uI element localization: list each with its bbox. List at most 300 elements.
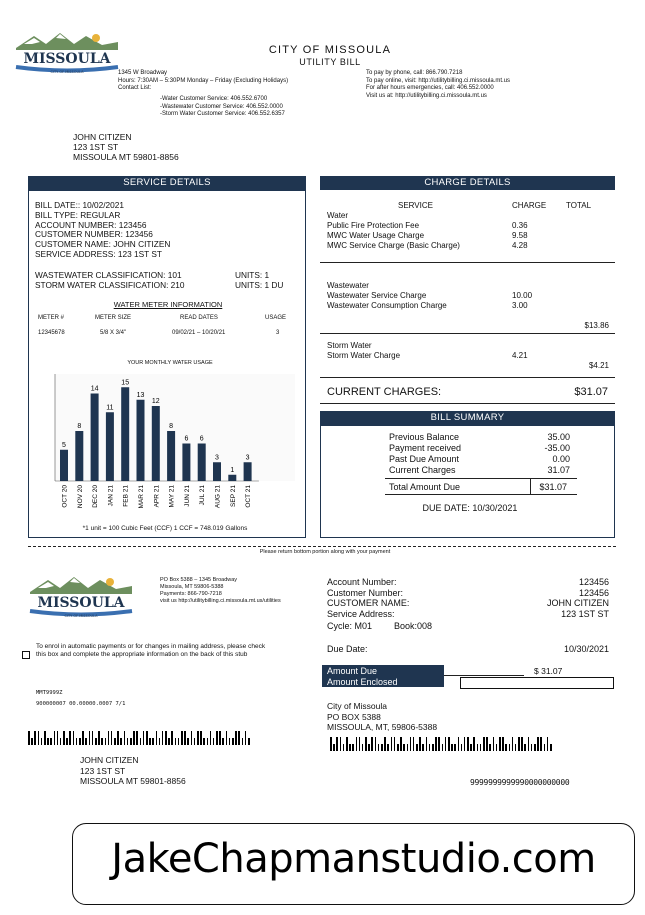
barcode-bar bbox=[152, 738, 154, 745]
chart-category-label: OCT 21 bbox=[245, 485, 253, 508]
chart-bar bbox=[106, 412, 114, 481]
stub-name-value: JOHN CITIZEN bbox=[547, 598, 609, 608]
stub-po-visit: visit us http://utilitybilling.ci.missoula.mt.us/utilities bbox=[160, 598, 281, 604]
barcode-bar bbox=[194, 738, 196, 745]
barcode-bar bbox=[229, 738, 231, 745]
water-item-service-charge: 4.28 bbox=[512, 241, 528, 250]
barcode-bar bbox=[486, 737, 488, 751]
scanline: 9999999999990000000000 bbox=[470, 778, 570, 787]
chart-bar bbox=[213, 462, 221, 481]
divider bbox=[530, 478, 531, 494]
chart-bar bbox=[60, 450, 68, 481]
bill-type: BILL TYPE: REGULAR bbox=[35, 209, 121, 220]
stub-code-1: MMT9999Z bbox=[36, 690, 63, 696]
barcode-bar bbox=[159, 738, 161, 745]
barcode-bar bbox=[171, 731, 173, 745]
waste-item-consumption: Wastewater Consumption Charge bbox=[327, 301, 447, 310]
barcode-bar bbox=[496, 744, 498, 751]
barcode-bar bbox=[356, 737, 358, 751]
barcode-bar bbox=[419, 737, 421, 751]
barcode-bar bbox=[140, 738, 142, 745]
stub-book: Book:008 bbox=[394, 621, 433, 631]
autopay-checkbox[interactable] bbox=[22, 651, 30, 659]
meter-info-heading: WATER METER INFORMATION bbox=[113, 300, 223, 309]
barcode-bar bbox=[69, 731, 71, 745]
barcode-bar bbox=[352, 744, 354, 751]
chart-bar bbox=[244, 462, 252, 481]
barcode-bar bbox=[442, 744, 444, 751]
chart-bar bbox=[91, 394, 99, 482]
chart-bar bbox=[121, 387, 129, 481]
barcode-bar bbox=[375, 737, 377, 751]
barcode-bar bbox=[95, 738, 97, 745]
barcode-bar bbox=[146, 731, 148, 745]
waste-total: $13.86 bbox=[584, 321, 609, 330]
due-date: DUE DATE: 10/30/2021 bbox=[422, 503, 518, 513]
barcode-bar bbox=[499, 737, 501, 751]
amount-due-label: Amount Due bbox=[327, 666, 378, 676]
waste-item-consumption-charge: 3.00 bbox=[512, 301, 528, 310]
barcode-bar bbox=[89, 731, 91, 745]
total-due-label: Total Amount Due bbox=[389, 482, 461, 492]
barcode-bar bbox=[101, 738, 103, 745]
barcode-bar bbox=[222, 738, 224, 745]
barcode-bar bbox=[248, 738, 250, 745]
divider bbox=[320, 377, 615, 378]
barcode-bar bbox=[521, 737, 523, 751]
barcode-bar bbox=[210, 731, 212, 745]
barcode-bar bbox=[168, 738, 170, 745]
stub-due-label: Due Date: bbox=[327, 644, 368, 654]
barcode-bar bbox=[483, 737, 485, 751]
summary-payment-label: Payment received bbox=[389, 443, 462, 453]
barcode-bar bbox=[92, 731, 94, 745]
summary-previous-label: Previous Balance bbox=[389, 432, 460, 442]
page-subtitle: UTILITY BILL bbox=[299, 57, 361, 67]
barcode-bar bbox=[381, 744, 383, 751]
water-item-usage: MWC Water Usage Charge bbox=[327, 231, 425, 240]
remit-city: MISSOULA, MT, 59806-5388 bbox=[327, 722, 438, 732]
chart-category-label: OCT 20 bbox=[61, 485, 69, 508]
stub-customer-street: 123 1ST ST bbox=[80, 765, 126, 776]
divider bbox=[320, 333, 615, 334]
barcode-bar bbox=[333, 744, 335, 751]
chart-category-label: MAY 21 bbox=[168, 485, 176, 508]
barcode-bar bbox=[505, 744, 507, 751]
autopay-text: To enrol in automatic payments or for changes in mailing address, please check this box and complete the appropriate information on the back of this stub bbox=[36, 643, 266, 658]
barcode-bar bbox=[63, 731, 65, 745]
office-hours: Hours: 7:30AM – 5:30PM Monday – Friday (Excluding Holidays) bbox=[118, 77, 289, 84]
barcode-bar bbox=[534, 744, 536, 751]
barcode-bar bbox=[515, 744, 517, 751]
barcode-bar bbox=[197, 731, 199, 745]
stub-customer-address bbox=[80, 755, 186, 787]
barcode-bar bbox=[343, 744, 345, 751]
wastewater-class: WASTEWATER CLASSIFICATION: 101 bbox=[35, 270, 182, 280]
charge-details-header: CHARGE DETAILS bbox=[320, 176, 615, 190]
chart-category-label: JAN 21 bbox=[107, 485, 115, 507]
barcode-bar bbox=[458, 737, 460, 751]
summary-current-label: Current Charges bbox=[389, 465, 456, 475]
barcode-bar bbox=[359, 737, 361, 751]
barcode-bar bbox=[480, 744, 482, 751]
office-address: 1345 W Broadway bbox=[118, 70, 168, 76]
barcode-bar bbox=[346, 737, 348, 751]
barcode-bar bbox=[235, 731, 237, 745]
stub-customer-label: Customer Number: bbox=[327, 587, 404, 598]
water-title: Water bbox=[327, 211, 349, 220]
barcode-bar bbox=[143, 731, 145, 745]
chart-category-label: NOV 20 bbox=[76, 485, 84, 509]
total-due-value: $31.07 bbox=[539, 482, 567, 492]
barcode-bar bbox=[464, 737, 466, 751]
customer-name-line: CUSTOMER NAME: JOHN CITIZEN bbox=[35, 239, 171, 250]
customer-name: JOHN CITIZEN bbox=[73, 132, 132, 142]
remit-name: City of Missoula bbox=[327, 701, 387, 711]
barcode-bar bbox=[400, 737, 402, 751]
barcode-bar bbox=[537, 737, 539, 751]
chart-data-label: 11 bbox=[106, 404, 114, 412]
storm-item-charge: 4.21 bbox=[512, 351, 528, 360]
customer-address bbox=[73, 133, 179, 162]
chart-data-label: 3 bbox=[245, 454, 250, 462]
barcode-bar bbox=[162, 731, 164, 745]
contact-storm: -Storm Water Customer Service: 406.552.6357 bbox=[160, 111, 285, 117]
barcode-bar bbox=[165, 731, 167, 745]
chart-category-label: MAR 21 bbox=[138, 485, 145, 509]
amount-enclosed-label: Amount Enclosed bbox=[327, 677, 398, 687]
stub-account-values bbox=[480, 577, 609, 619]
barcode-bar bbox=[451, 744, 453, 751]
barcode-bar bbox=[391, 737, 393, 751]
divider bbox=[320, 403, 615, 404]
barcode-bar bbox=[531, 744, 533, 751]
stub-cycle: Cycle: M01 bbox=[327, 621, 373, 631]
meter-size: 5/8 X 3/4" bbox=[100, 330, 127, 336]
barcode-bar bbox=[181, 731, 183, 745]
barcode-bar bbox=[477, 744, 479, 751]
barcode-bar bbox=[50, 738, 52, 745]
summary-pastdue-label: Past Due Amount bbox=[389, 454, 460, 464]
barcode-bar bbox=[387, 744, 389, 751]
barcode-bar bbox=[44, 731, 46, 745]
usage-chart bbox=[30, 366, 300, 521]
meter-number: 12345678 bbox=[38, 330, 65, 336]
chart-bar bbox=[198, 444, 206, 482]
logo-sub: CITY OF MISSOULA bbox=[50, 70, 84, 74]
meter-col-number: METER # bbox=[38, 315, 65, 321]
barcode-bar bbox=[489, 744, 491, 751]
charge-col-charge: CHARGE bbox=[512, 201, 547, 210]
page-title: CITY OF MISSOULA bbox=[268, 44, 392, 56]
pay-online: To pay online, visit: http://utilitybilling.ci.missoula.mt.us bbox=[366, 77, 511, 84]
chart-bar bbox=[182, 444, 190, 482]
chart-bar bbox=[167, 431, 175, 481]
chart-bar bbox=[228, 475, 236, 481]
missoula-logo-stub bbox=[28, 574, 134, 618]
barcode-bar bbox=[124, 731, 126, 745]
stub-address-label: Service Address: bbox=[327, 608, 395, 619]
storm-title: Storm Water bbox=[327, 341, 372, 350]
contact-water: -Water Customer Service: 406.552.6700 bbox=[160, 96, 268, 102]
barcode-bar bbox=[242, 738, 244, 745]
divider bbox=[444, 675, 524, 676]
barcode-bar bbox=[403, 744, 405, 751]
storm-class: STORM WATER CLASSIFICATION: 210 bbox=[35, 280, 185, 290]
barcode-bar bbox=[394, 737, 396, 751]
barcode-bar bbox=[438, 737, 440, 751]
bill-summary-panel bbox=[320, 425, 615, 538]
barcode-bar bbox=[336, 737, 338, 751]
bill-date: BILL DATE:: 10/02/2021 bbox=[35, 200, 125, 210]
barcode-bar bbox=[130, 738, 132, 745]
current-charges-label: CURRENT CHARGES: bbox=[327, 386, 442, 398]
chart-category-label: APR 21 bbox=[153, 485, 161, 508]
watermark-box bbox=[72, 823, 635, 905]
barcode-bar bbox=[454, 744, 456, 751]
barcode-bar bbox=[524, 744, 526, 751]
barcode-bar bbox=[108, 731, 110, 745]
waste-item-service: Wastewater Service Charge bbox=[327, 291, 427, 300]
stub-po-box: PO Box 5388 – 1345 Broadway bbox=[160, 577, 238, 583]
divider bbox=[385, 494, 577, 495]
barcode-bar bbox=[175, 738, 177, 745]
barcode-bar bbox=[432, 744, 434, 751]
barcode-bar bbox=[66, 738, 68, 745]
customer-number: CUSTOMER NUMBER: 123456 bbox=[35, 229, 153, 240]
storm-units: UNITS: 1 DU bbox=[235, 280, 284, 290]
barcode-bar bbox=[114, 738, 116, 745]
barcode-bar bbox=[238, 731, 240, 745]
charge-col-service: SERVICE bbox=[398, 201, 433, 210]
summary-pastdue-value: 0.00 bbox=[552, 454, 570, 464]
barcode-bar bbox=[216, 731, 218, 745]
stub-code-2: 900000007 00.00000.0007 7/1 bbox=[36, 701, 126, 707]
amount-due-value: $ 31.07 bbox=[534, 666, 563, 676]
barcode-bar bbox=[98, 731, 100, 745]
stub-account-label: Account Number: bbox=[327, 577, 397, 587]
barcode-bar bbox=[435, 737, 437, 751]
barcode-bar bbox=[133, 731, 135, 745]
barcode-bar bbox=[467, 737, 469, 751]
contact-list bbox=[160, 96, 360, 119]
tear-line bbox=[28, 546, 616, 547]
customer-street: 123 1ST ST bbox=[73, 141, 119, 152]
barcode-bar bbox=[31, 738, 33, 745]
service-address: SERVICE ADDRESS: 123 1ST ST bbox=[35, 248, 162, 259]
barcode-bar bbox=[371, 737, 373, 751]
summary-payment-value: -35.00 bbox=[544, 443, 570, 453]
remit-address bbox=[327, 701, 437, 733]
barcode-bar bbox=[512, 737, 514, 751]
summary-current-value: 31.07 bbox=[547, 465, 570, 475]
barcode-bar bbox=[79, 738, 81, 745]
chart-category-label: SEP 21 bbox=[229, 485, 237, 507]
barcode-bar bbox=[547, 737, 549, 751]
current-charges-value: $31.07 bbox=[574, 386, 608, 398]
stub-po-info bbox=[160, 577, 320, 605]
barcode-bar bbox=[232, 738, 234, 745]
barcode-bar bbox=[38, 731, 40, 745]
barcode-bar bbox=[41, 738, 43, 745]
barcode-bar bbox=[73, 731, 75, 745]
chart-data-label: 1 bbox=[230, 466, 235, 474]
barcode-bar bbox=[407, 744, 409, 751]
pay-phone: To pay by phone, call: 866.790.7218 bbox=[366, 70, 463, 76]
barcode-bar bbox=[426, 737, 428, 751]
payment-info bbox=[366, 70, 566, 100]
stub-po-city: Missoula, MT 59806-5388 bbox=[160, 584, 224, 590]
pay-visit: Visit us at: http://utilitybilling.ci.missoula.mt.us bbox=[366, 92, 487, 99]
barcode-bar bbox=[330, 737, 332, 751]
chart-note: *1 unit = 100 Cubic Feet (CCF) 1 CCF = 748.019 Gallons bbox=[82, 525, 248, 532]
barcode-bar bbox=[502, 737, 504, 751]
barcode-bar bbox=[461, 744, 463, 751]
chart-data-label: 3 bbox=[215, 454, 219, 462]
watermark-text: JakeChapmanstudio.com bbox=[111, 836, 596, 882]
barcode-bar bbox=[57, 731, 59, 745]
chart-bar bbox=[152, 406, 160, 481]
barcode-bar bbox=[493, 737, 495, 751]
barcode-bar bbox=[136, 731, 138, 745]
barcode-bar bbox=[28, 731, 30, 745]
barcode-bar bbox=[397, 744, 399, 751]
barcode-bar bbox=[187, 738, 189, 745]
barcode-bar bbox=[544, 744, 546, 751]
divider bbox=[385, 478, 577, 479]
barcode-bar bbox=[422, 744, 424, 751]
stub-account-labels bbox=[327, 577, 409, 619]
water-item-usage-charge: 9.58 bbox=[512, 231, 528, 240]
account-number: ACCOUNT NUMBER: 123456 bbox=[35, 219, 147, 230]
barcode-bar bbox=[445, 737, 447, 751]
barcode-bar bbox=[528, 737, 530, 751]
barcode-bar bbox=[448, 737, 450, 751]
barcode-bar bbox=[518, 737, 520, 751]
barcode-bar bbox=[362, 744, 364, 751]
chart-category-label: JUL 21 bbox=[199, 485, 207, 506]
barcode-bar bbox=[54, 731, 56, 745]
water-item-fire: Public Fire Protection Fee bbox=[327, 221, 420, 230]
barcode-bar bbox=[120, 738, 122, 745]
chart-category-label: DEC 20 bbox=[92, 485, 100, 508]
barcode-bar bbox=[384, 737, 386, 751]
meter-col-size: METER SIZE bbox=[95, 315, 132, 321]
barcode-bar bbox=[378, 744, 380, 751]
postal-barcode bbox=[330, 737, 552, 751]
chart-bar bbox=[137, 400, 145, 481]
meter-read-dates: 09/02/21 – 10/20/21 bbox=[172, 330, 226, 336]
chart-data-label: 6 bbox=[199, 435, 204, 443]
bill-summary-header: BILL SUMMARY bbox=[320, 411, 615, 425]
stub-due-value: 10/30/2021 bbox=[563, 644, 609, 654]
meter-usage: 3 bbox=[276, 330, 280, 336]
return-note: Please return bottom portion along with your payment bbox=[259, 549, 391, 555]
waste-item-service-charge: 10.00 bbox=[512, 291, 533, 300]
stub-customer-value: 123456 bbox=[578, 587, 609, 598]
barcode-bar bbox=[473, 737, 475, 751]
barcode-bar bbox=[368, 744, 370, 751]
barcode-bar bbox=[219, 731, 221, 745]
chart-data-label: 5 bbox=[62, 441, 66, 449]
barcode-bar bbox=[410, 737, 412, 751]
barcode-bar bbox=[365, 737, 367, 751]
chart-category-label: JUN 21 bbox=[183, 485, 191, 507]
missoula-logo bbox=[14, 30, 120, 74]
barcode-bar bbox=[76, 738, 78, 745]
contact-label: Contact List: bbox=[118, 85, 152, 91]
barcode-bar bbox=[200, 731, 202, 745]
storm-total: $4.21 bbox=[588, 361, 609, 370]
chart-title: YOUR MONTHLY WATER USAGE bbox=[127, 360, 213, 366]
chart-category-label: AUG 21 bbox=[214, 485, 222, 509]
stub-customer-name: JOHN CITIZEN bbox=[80, 755, 139, 765]
barcode-bar bbox=[349, 744, 351, 751]
charge-col-total: TOTAL bbox=[566, 201, 592, 210]
amount-enclosed-input[interactable] bbox=[460, 677, 614, 689]
office-info bbox=[118, 70, 348, 93]
chart-data-label: 6 bbox=[184, 435, 189, 443]
barcode-bar bbox=[245, 731, 247, 745]
barcode-bar bbox=[213, 738, 215, 745]
stub-po-payments: Payments: 866-790-7218 bbox=[160, 591, 222, 597]
meter-col-dates: READ DATES bbox=[180, 315, 218, 321]
barcode-bar bbox=[156, 731, 158, 745]
barcode-bar bbox=[85, 738, 87, 745]
service-details-header: SERVICE DETAILS bbox=[28, 176, 306, 190]
barcode-bar bbox=[550, 744, 552, 751]
divider bbox=[320, 262, 615, 263]
logo-name: MISSOULA bbox=[37, 595, 125, 611]
chart-data-label: 15 bbox=[121, 379, 130, 387]
barcode-bar bbox=[127, 738, 129, 745]
barcode-bar bbox=[207, 738, 209, 745]
barcode-bar bbox=[149, 738, 151, 745]
wastewater-units: UNITS: 1 bbox=[235, 270, 270, 280]
waste-title: Wastewater bbox=[327, 281, 369, 290]
chart-data-label: 8 bbox=[77, 423, 82, 430]
chart-category-label: FEB 21 bbox=[122, 485, 130, 507]
stub-address-value: 123 1ST ST bbox=[561, 608, 609, 619]
barcode-bar bbox=[34, 731, 36, 745]
barcode-bar bbox=[413, 737, 415, 751]
chart-data-label: 12 bbox=[151, 398, 160, 405]
barcode-bar bbox=[416, 744, 418, 751]
bill-info bbox=[35, 201, 170, 260]
barcode-bar bbox=[117, 731, 119, 745]
barcode-bar bbox=[470, 744, 472, 751]
chart-data-label: 8 bbox=[169, 423, 174, 430]
meter-col-usage: USAGE bbox=[265, 315, 287, 321]
water-item-service: MWC Service Charge (Basic Charge) bbox=[327, 241, 460, 250]
barcode-bar bbox=[191, 731, 193, 745]
contact-wastewater: -Wastewater Customer Service: 406.552.0000 bbox=[160, 103, 283, 110]
storm-item: Storm Water Charge bbox=[327, 351, 401, 360]
chart-data-label: 13 bbox=[136, 391, 145, 399]
stub-customer-city: MISSOULA MT 59801-8856 bbox=[80, 776, 186, 786]
barcode-bar bbox=[111, 731, 113, 745]
pay-emergency: For after hours emergencies, call: 406.552.0000 bbox=[366, 85, 494, 91]
barcode-bar bbox=[203, 738, 205, 745]
stub-account-value: 123456 bbox=[578, 577, 609, 587]
customer-city: MISSOULA MT 59801-8856 bbox=[73, 151, 179, 162]
barcode-bar bbox=[178, 738, 180, 745]
summary-previous-value: 35.00 bbox=[547, 432, 570, 442]
barcode-bar bbox=[226, 731, 228, 745]
stub-name-label: CUSTOMER NAME: bbox=[327, 598, 410, 608]
chart-bar bbox=[75, 431, 83, 481]
barcode-bar bbox=[47, 738, 49, 745]
